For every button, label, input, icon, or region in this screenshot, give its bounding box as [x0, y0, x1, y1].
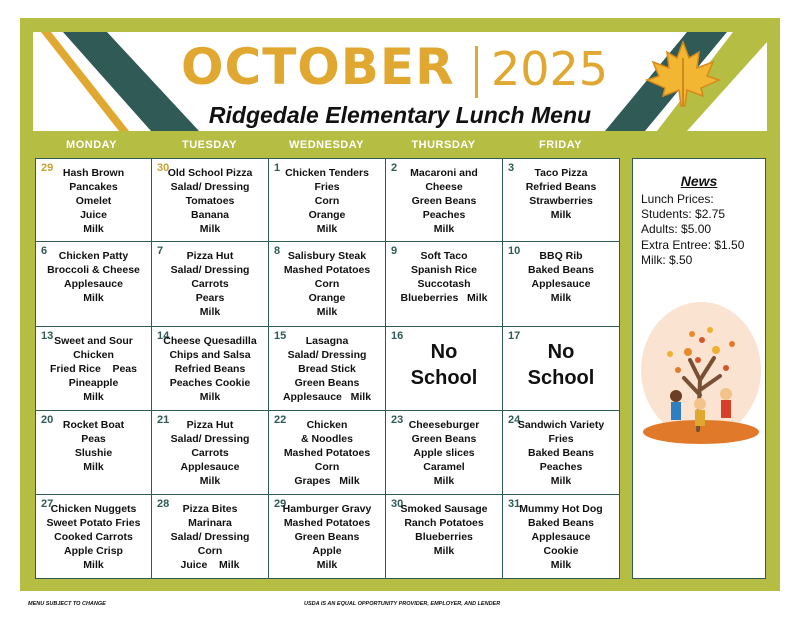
day-cell [503, 495, 620, 579]
day-number: 9 [391, 245, 398, 257]
day-number: 7 [157, 245, 164, 257]
news-line: Milk: $.50 [641, 252, 693, 267]
menu-items [36, 335, 151, 405]
menu-items [386, 250, 502, 306]
menu-item: Lasagna [305, 335, 349, 347]
day-cell [35, 327, 152, 411]
menu-item: Strawberries [529, 194, 593, 207]
menu-item: Taco Pizza [534, 167, 588, 179]
menu-item: Sweet Potato Fries [46, 516, 141, 529]
menu-item: Mummy Hot Dog [519, 503, 603, 515]
menu-item: Grapes Milk [294, 474, 360, 487]
menu-item: Rocket Boat [62, 419, 125, 431]
menu-items [503, 167, 619, 223]
menu-item: Milk [433, 474, 455, 487]
menu-item: Chips and Salsa [169, 348, 251, 361]
menu-item: Pizza Bites [182, 503, 238, 515]
menu-item: Applesauce [64, 277, 123, 290]
menu-item: Baked Beans [528, 263, 594, 276]
day-cell [269, 411, 386, 495]
menu-item: Salad/ Dressing [170, 180, 250, 193]
day-cell [503, 327, 620, 411]
menu-item: Blueberries [415, 530, 473, 543]
day-cell [386, 411, 503, 495]
title-year: 2025 [491, 42, 609, 96]
menu-item: Peas [81, 432, 106, 445]
day-number: 1 [274, 162, 281, 174]
menu-item: Marinara [188, 516, 232, 529]
page-subtitle: Ridgedale Elementary Lunch Menu [208, 102, 592, 128]
menu-item: Pears [195, 291, 225, 304]
weekday-header-row [33, 135, 619, 155]
menu-items [269, 503, 385, 573]
menu-items [36, 250, 151, 306]
menu-item: Bread Stick [298, 362, 356, 375]
menu-item: Orange [308, 291, 346, 304]
menu-item: Pizza Hut [186, 250, 234, 262]
menu-item: Carrots [191, 277, 229, 290]
menu-items [36, 419, 151, 475]
menu-item: Salad/ Dressing [287, 348, 367, 361]
day-cell [269, 495, 386, 579]
day-cell [503, 158, 620, 242]
day-number: 21 [157, 414, 170, 426]
menu-item: Peaches [539, 460, 583, 473]
menu-item: Tomatoes [185, 194, 235, 207]
day-number: 15 [274, 330, 287, 342]
menu-item: Applesauce Milk [282, 390, 372, 403]
day-number: 17 [508, 330, 521, 342]
menu-item: Green Beans [411, 194, 477, 207]
menu-items [269, 335, 385, 405]
menu-item: Mashed Potatoes [283, 446, 371, 459]
day-number: 29 [41, 162, 54, 174]
day-cell [152, 327, 269, 411]
menu-item: No [547, 341, 575, 363]
weekday-wednesday: WEDNESDAY [289, 139, 364, 151]
menu-item: School [410, 367, 478, 389]
menu-calendar-grid [35, 158, 620, 579]
menu-item: Milk [83, 222, 104, 235]
day-cell [503, 242, 620, 327]
menu-item: Applesauce [180, 460, 240, 473]
menu-items [36, 503, 151, 573]
title-divider [475, 46, 478, 98]
menu-item: Milk [550, 208, 572, 221]
menu-item: Milk [550, 558, 572, 571]
menu-item: Slushie [74, 446, 113, 459]
menu-item: Milk [199, 222, 221, 235]
menu-item: Applesauce [531, 277, 591, 290]
day-cell [386, 158, 503, 242]
day-number: 14 [157, 330, 170, 342]
menu-item: Smoked Sausage [400, 503, 488, 515]
menu-item: Cheese [425, 180, 463, 193]
menu-item: Milk [433, 222, 455, 235]
menu-item: Sweet and Sour [54, 335, 133, 347]
menu-item: Blueberries Milk [400, 291, 488, 304]
menu-item: Corn [197, 544, 223, 557]
title-month: OCTOBER [181, 38, 455, 96]
menu-item: Mashed Potatoes [283, 516, 371, 529]
weekday-monday: MONDAY [66, 139, 117, 151]
day-number: 2 [391, 162, 398, 174]
menu-item: Milk [199, 305, 221, 318]
day-cell [269, 158, 386, 242]
menu-item: Fries [314, 180, 340, 193]
day-cell [152, 495, 269, 579]
menu-items [386, 503, 502, 559]
menu-items [269, 167, 385, 237]
menu-item: Milk [83, 291, 104, 304]
day-cell [35, 411, 152, 495]
day-cell [152, 411, 269, 495]
day-cell [386, 327, 503, 411]
menu-items [503, 503, 619, 573]
menu-item: Corn [314, 460, 340, 473]
menu-item: Chicken Tenders [285, 167, 369, 179]
day-number: 6 [41, 245, 48, 257]
menu-item: Apple Crisp [64, 544, 123, 557]
menu-item: Milk [83, 390, 104, 403]
day-number: 31 [508, 498, 521, 510]
day-cell [152, 158, 269, 242]
menu-items [503, 419, 619, 489]
day-number: 27 [41, 498, 54, 510]
menu-item: Orange [308, 208, 346, 221]
menu-item: Hash Brown [62, 167, 125, 179]
weekday-tuesday: TUESDAY [181, 139, 238, 151]
menu-item: Juice Milk [180, 558, 240, 571]
day-number: 24 [508, 414, 521, 426]
menu-item: Milk [550, 474, 572, 487]
menu-items [152, 335, 268, 405]
menu-item: Juice [80, 208, 107, 221]
menu-item: Cookie [543, 544, 579, 557]
menu-item: Chicken [306, 419, 348, 431]
news-line: Adults: $5.00 [641, 222, 712, 237]
menu-item: Fries [548, 432, 574, 445]
day-cell [35, 242, 152, 327]
footer-usda-statement: USDA IS AN EQUAL OPPORTUNITY PROVIDER, EMPLOYER, AND LENDER [304, 601, 501, 607]
menu-item: Banana [191, 208, 229, 221]
menu-items [503, 250, 619, 306]
menu-items [269, 419, 385, 489]
menu-item: Salad/ Dressing [170, 432, 250, 445]
day-number: 22 [274, 414, 287, 426]
menu-items [269, 250, 385, 320]
menu-item: & Noodles [301, 432, 353, 445]
day-cell [269, 327, 386, 411]
menu-item: Mashed Potatoes [283, 263, 371, 276]
menu-items [386, 419, 502, 489]
menu-item: No [430, 341, 458, 363]
menu-item: Milk [83, 558, 104, 571]
menu-item: Cheeseburger [408, 419, 480, 431]
menu-item: Pancakes [69, 180, 118, 193]
menu-items [152, 419, 268, 489]
day-number: 30 [157, 162, 170, 174]
menu-item: Old School Pizza [167, 167, 253, 179]
footer-disclaimer: MENU SUBJECT TO CHANGE [28, 601, 106, 607]
menu-item: Chicken Nuggets [50, 503, 137, 515]
day-cell [35, 158, 152, 242]
day-number: 28 [157, 498, 170, 510]
menu-item: Salisbury Steak [287, 250, 367, 262]
menu-item: Sandwich Variety [517, 419, 605, 431]
weekday-thursday: THURSDAY [411, 139, 476, 151]
menu-item: Salad/ Dressing [170, 530, 250, 543]
day-number: 30 [391, 498, 404, 510]
menu-item: Milk [550, 291, 572, 304]
menu-items [152, 250, 268, 320]
menu-items [503, 339, 619, 391]
day-cell [386, 495, 503, 579]
menu-item: Hamburger Gravy [282, 503, 372, 515]
day-number: 13 [41, 330, 54, 342]
menu-item: Milk [83, 460, 104, 473]
day-number: 3 [508, 162, 515, 174]
menu-item: Milk [316, 305, 338, 318]
menu-items [36, 167, 151, 237]
menu-items [386, 167, 502, 237]
menu-items [152, 167, 268, 237]
menu-item: Soft Taco [420, 250, 468, 262]
menu-item: Milk [199, 474, 221, 487]
menu-items [386, 339, 502, 391]
day-cell [152, 242, 269, 327]
menu-item: Pizza Hut [186, 419, 234, 431]
menu-item: Peaches [422, 208, 466, 221]
menu-item: Corn [314, 277, 340, 290]
maple-leaf-icon [643, 38, 723, 110]
day-number: 8 [274, 245, 281, 257]
day-number: 20 [41, 414, 54, 426]
day-cell [269, 242, 386, 327]
news-lines [641, 192, 744, 268]
menu-item: Carrots [191, 446, 229, 459]
menu-item: Apple [312, 544, 342, 557]
menu-item: Refried Beans [174, 362, 246, 375]
menu-item: Cheese Quesadilla [163, 335, 257, 347]
news-line: Students: $2.75 [641, 207, 726, 222]
menu-item: Spanish Rice [411, 263, 477, 276]
day-number: 10 [508, 245, 521, 257]
menu-item: Chicken [73, 348, 114, 361]
menu-item: Baked Beans [528, 516, 594, 529]
menu-item: Pineapple [68, 376, 119, 389]
menu-item: Milk [316, 222, 338, 235]
day-number: 16 [391, 330, 404, 342]
menu-item: Refried Beans [525, 180, 597, 193]
menu-item: Milk [433, 544, 455, 557]
weekday-friday: FRIDAY [539, 139, 582, 151]
news-line: Lunch Prices: [641, 192, 714, 206]
menu-item: Baked Beans [528, 446, 594, 459]
menu-item: Peaches Cookie [169, 376, 251, 389]
day-number: 23 [391, 414, 404, 426]
menu-item: Salad/ Dressing [170, 263, 250, 276]
menu-item: Broccoli & Cheese [47, 263, 140, 276]
day-cell [35, 495, 152, 579]
menu-item: BBQ Rib [539, 250, 583, 262]
news-line: Extra Entree: $1.50 [641, 237, 745, 252]
menu-item: Milk [316, 558, 338, 571]
day-cell [503, 411, 620, 495]
menu-item: School [527, 367, 595, 389]
menu-item: Caramel [423, 460, 465, 473]
menu-item: Fried Rice Peas [50, 362, 137, 375]
header-banner [33, 32, 767, 131]
menu-item: Green Beans [294, 530, 360, 543]
news-title: News [680, 173, 718, 189]
menu-item: Ranch Potatoes [404, 516, 484, 529]
menu-item: Macaroni and [410, 167, 478, 179]
menu-item: Milk [199, 390, 221, 403]
menu-item: Omelet [75, 194, 112, 207]
menu-item: Green Beans [411, 432, 477, 445]
menu-item: Applesauce [531, 530, 591, 543]
autumn-tree-kids-illustration [640, 300, 762, 450]
menu-item: Green Beans [294, 376, 360, 389]
day-cell [386, 242, 503, 327]
menu-item: Apple slices [413, 446, 475, 459]
menu-item: Chicken Patty [58, 250, 129, 262]
menu-item: Corn [314, 194, 340, 207]
menu-item: Cooked Carrots [54, 530, 133, 543]
day-number: 29 [274, 498, 287, 510]
menu-item: Succotash [417, 277, 471, 290]
menu-items [152, 503, 268, 573]
